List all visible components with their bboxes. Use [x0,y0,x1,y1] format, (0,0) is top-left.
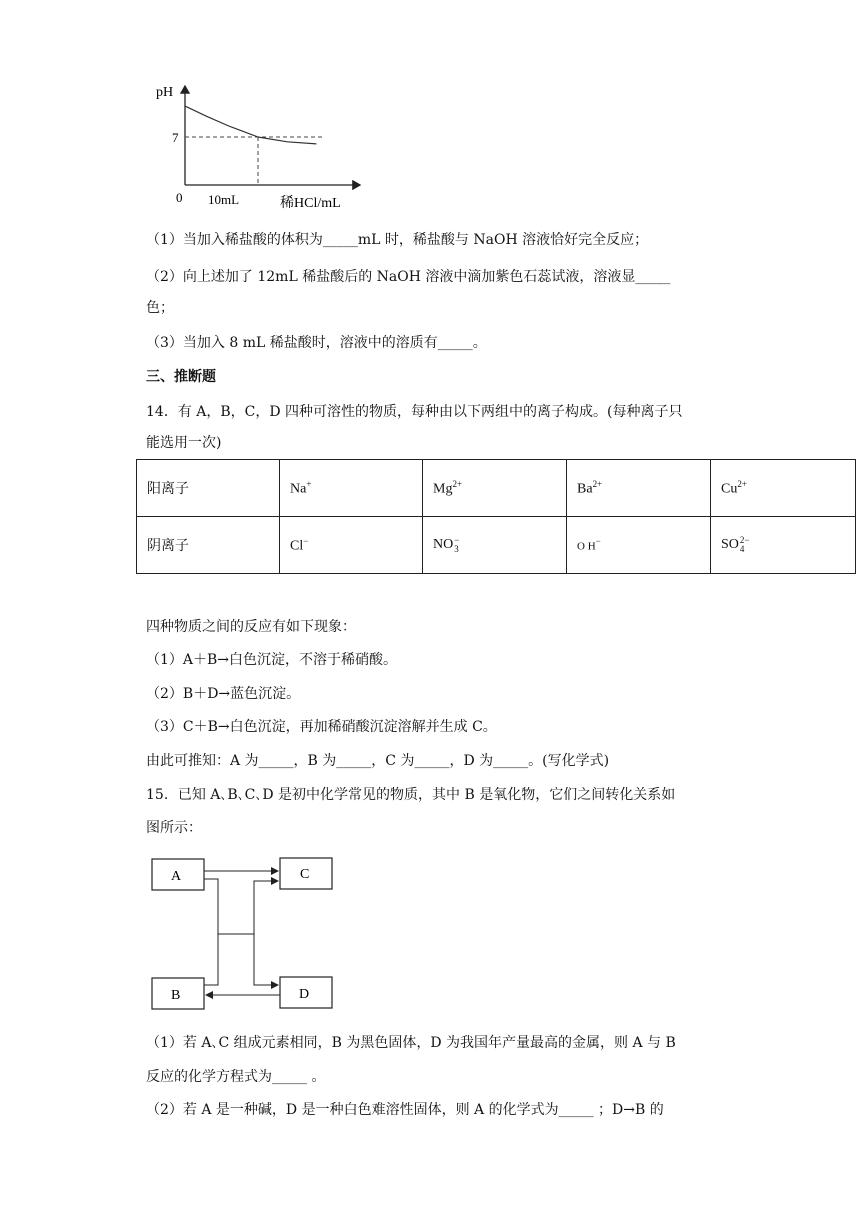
q14-intro: 四种物质之间的反应有如下现象： [146,619,356,635]
ion-base: NO [433,537,454,553]
cation-ba [567,460,711,517]
cation-na [280,460,423,517]
q14-reaction-1: （1）A＋B→白色沉淀，不溶于稀硝酸。 [146,652,398,668]
ph-chart [150,82,370,212]
cation-label: 阳离子 [137,460,280,517]
anion-label: 阴离子 [137,517,280,574]
ion-base: SO [721,537,739,553]
arrow-to-d [254,934,278,985]
x-axis-label: 稀HCl/mL [280,196,341,211]
ion-subscript: 3 [454,544,459,554]
q13-part1: （1）当加入稀盐酸的体积为_____mL 时，稀盐酸与 NaOH 溶液恰好完全反应； [146,232,649,248]
ph-curve-series [185,106,316,144]
node-b-label: B [171,988,181,1003]
ion-base: Na [290,481,307,497]
ion-charge: 2+ [452,478,463,489]
anion-oh [567,517,711,574]
anion-so4 [711,517,856,574]
y-axis-label: pH [156,85,174,100]
q14-reaction-2: （2）B＋D→蓝色沉淀。 [146,686,301,702]
q13-part2-cont: 色； [146,300,174,316]
arrow-to-c [254,881,278,934]
node-d-label: D [299,987,310,1002]
q15-part2: （2）若 A 是一种碱，D 是一种白色难溶性固体，则 A 的化学式为_____ ；D→B 的 [146,1102,664,1118]
ion-charge: − [595,535,601,546]
node-c [280,858,332,889]
cation-mg [423,460,567,517]
node-c-label: C [300,867,310,882]
origin-label: 0 [176,190,183,205]
q14-conclusion: 由此可推知：A 为_____，B 为_____，C 为_____，D 为_____。(写化学式) [146,753,610,769]
x-tick-label-10ml: 10mL [208,192,240,207]
node-b [152,978,204,1009]
ion-charge: 2+ [592,478,603,489]
q14-stem: 14．有 A，B，C，D 四种可溶性的物质，每种由以下两组中的离子构成。(每种离子只 [146,404,683,420]
ion-base: Mg [433,481,453,497]
ion-charge: − [454,535,460,545]
cation-cu [711,460,856,517]
y-tick-label-7: 7 [172,130,179,145]
ion-charge: 2+ [737,478,747,489]
q15-part1: （1）若 A､C 组成元素相同，B 为黑色固体，D 为我国年产量最高的金属，则 A 与 B [146,1035,676,1051]
anion-row [137,517,856,574]
ion-sub-charge [454,536,459,554]
node-a-label: A [171,869,182,884]
q14-reaction-3: （3）C＋B→白色沉淀，再加稀硝酸沉淀溶解并生成 C。 [146,719,497,735]
ion-table [136,459,856,574]
ion-charge: − [303,535,309,546]
ion-base: Cl [290,538,304,554]
anion-cl [280,517,423,574]
connector-left [204,879,218,985]
q15-part1-cont: 反应的化学方程式为_____ 。 [146,1069,326,1085]
q13-part2: （2）向上述加了 12mL 稀盐酸后的 NaOH 溶液中滴加紫色石蕊试液，溶液显_____ [146,269,671,285]
ion-charge: + [306,478,312,489]
ion-base: Cu [721,481,738,497]
q14-stem-cont: 能选用一次) [146,435,222,451]
node-d [280,977,332,1008]
cation-row [137,460,856,517]
ion-base: Ba [577,481,593,497]
section-title-inference: 三、推断题 [146,369,216,385]
ion-charge: 2− [739,535,750,545]
q15-stem: 15．已知 A､B､C､D 是初中化学常见的物质，其中 B 是氧化物，它们之间转化关系如 [146,787,676,803]
ion-sub-charge [740,536,750,554]
ion-subscript: 4 [739,544,745,554]
q13-part3: （3）当加入 8 mL 稀盐酸时，溶液中的溶质有_____。 [146,335,487,351]
anion-no3 [423,517,567,574]
ion-base: O H [577,540,596,553]
node-a [152,859,204,890]
transformation-diagram [150,855,340,1015]
q15-stem-cont: 图所示： [146,820,202,836]
